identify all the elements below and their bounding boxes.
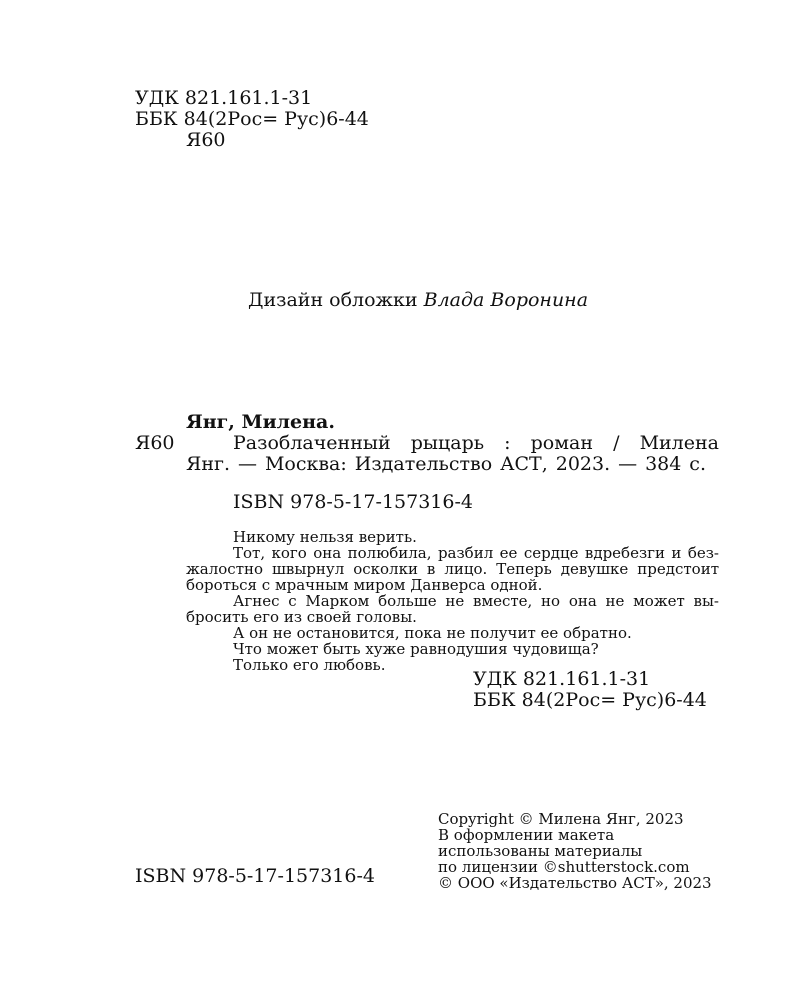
copyright-line: использованы материалы <box>438 842 643 860</box>
classification-udk: УДК 821.161.1-31 <box>473 668 651 690</box>
annotation-line: А он не остановится, пока не получит ее обратно. <box>233 624 632 642</box>
cover-designer-name: Влада Воронина <box>423 289 589 311</box>
footer-isbn: ISBN 978-5-17-157316-4 <box>135 865 375 887</box>
bib-publisher-line: Янг. — Москва: Издательство АСТ, 2023. — 384 с. <box>186 453 706 475</box>
bib-code: Я60 <box>135 432 175 454</box>
copyright-line: В оформлении макета <box>438 826 615 844</box>
annotation-line: Агнес с Марком больше не вместе, но она не может вы- <box>233 592 719 610</box>
copyright-line: © ООО «Издательство АСТ», 2023 <box>438 874 712 892</box>
cover-design-credit <box>248 288 588 312</box>
annotation-line: бороться с мрачным миром Данверса одной. <box>186 576 543 594</box>
annotation-line: Только его любовь. <box>233 656 386 674</box>
bib-author-heading: Янг, Милена. <box>186 411 335 433</box>
header-bbk: ББК 84(2Рос= Рус)6-44 <box>135 108 369 130</box>
classification-bbk: ББК 84(2Рос= Рус)6-44 <box>473 689 707 711</box>
copyright-line: по лицензии ©shutterstock.com <box>438 858 690 876</box>
annotation-line: Что может быть хуже равнодушия чудовища? <box>233 640 599 658</box>
header-udk: УДК 821.161.1-31 <box>135 87 313 109</box>
bib-title-line: Разоблаченный рыцарь : роман / Милена <box>233 432 719 454</box>
annotation-line: бросить его из своей головы. <box>186 608 417 626</box>
header-code: Я60 <box>186 129 226 151</box>
annotation-line: жалостно швырнул осколки в лицо. Теперь девушке предстоит <box>186 560 719 578</box>
bib-isbn: ISBN 978-5-17-157316-4 <box>233 491 473 513</box>
copyright-line: Copyright © Милена Янг, 2023 <box>438 810 684 828</box>
annotation-line: Никому нельзя верить. <box>233 528 417 546</box>
annotation-line: Тот, кого она полюбила, разбил ее сердце вдребезги и без- <box>233 544 719 562</box>
cover-design-label: Дизайн обложки <box>248 289 418 311</box>
